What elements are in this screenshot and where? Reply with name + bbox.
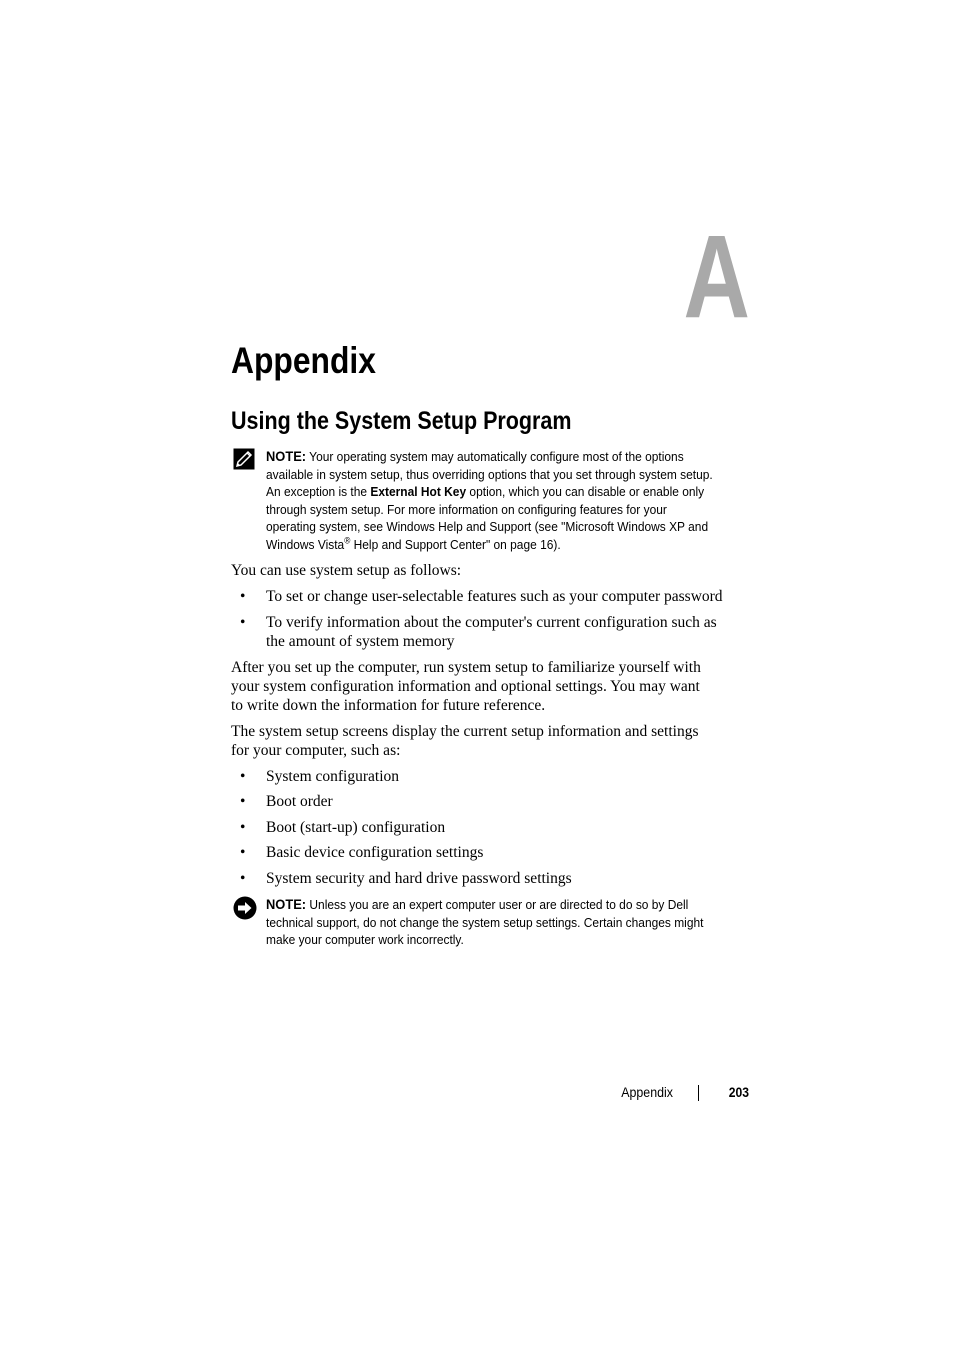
note-box-warning (231, 896, 751, 952)
chapter-title: Appendix (231, 340, 376, 381)
bullet-glyph: • (240, 588, 246, 605)
note-line-text: Unless you are an expert computer user or are directed to do so by Dell (306, 897, 689, 912)
list-item (231, 613, 751, 651)
note-line (266, 483, 713, 501)
paragraph-line: The system setup screens display the current setup information and settings (231, 723, 699, 740)
note-line-text: Help and Support Center" on page 16). (350, 536, 561, 552)
list-item (231, 587, 751, 606)
list-item-text: Boot (start-up) configuration (266, 819, 446, 836)
setup-paragraph (231, 658, 751, 715)
note-text (266, 896, 742, 949)
list-item (231, 869, 751, 888)
paragraph-line: for your computer, such as: (231, 742, 401, 759)
list-item (231, 767, 751, 786)
paragraph-line: After you set up the computer, run system setup to familiarize yourself with (231, 659, 701, 676)
footer-section-name: Appendix (621, 1085, 673, 1100)
bullet-glyph: • (240, 793, 246, 810)
list-item-text: To set or change user-selectable features such as your computer password (266, 588, 723, 605)
list-item-text: To verify information about the computer's current configuration such as (266, 614, 717, 631)
note-label: NOTE: (266, 448, 307, 464)
list-item-text: Boot order (266, 793, 333, 810)
note-line (266, 536, 713, 554)
note-line-text: An exception is the (266, 484, 371, 500)
note-box-options (231, 448, 751, 558)
bullet-glyph: • (240, 844, 246, 861)
paragraph-line: You can use system setup as follows: (231, 562, 462, 579)
bullet-glyph: • (240, 768, 246, 785)
bullet-glyph: • (240, 819, 246, 836)
note-line (266, 448, 713, 466)
note-line: make your computer work incorrectly. (266, 932, 464, 948)
note-line-text: option, which you can disable or enable only (466, 484, 705, 500)
note-line-text: Your operating system may automatically configure most of the options (306, 449, 684, 464)
note-line (266, 896, 703, 914)
list-item-text: System security and hard drive password settings (266, 870, 572, 887)
paragraph-line: your system configuration information and optional settings. You may want (231, 678, 700, 695)
note-line: operating system, see Windows Help and Support (see "Microsoft Windows XP and (266, 519, 709, 535)
uses-list (231, 587, 751, 651)
page-number: 203 (728, 1085, 749, 1100)
list-item-text: System configuration (266, 768, 400, 785)
paragraph-line: to write down the information for future reference. (231, 697, 546, 714)
list-item-text: the amount of system memory (266, 633, 455, 650)
bullet-glyph: • (240, 870, 246, 887)
external-hot-key-term: External Hot Key (370, 484, 467, 500)
arrow-notice-icon (233, 896, 257, 920)
list-item (231, 792, 751, 811)
settings-list (231, 767, 751, 888)
section-title: Using the System Setup Program (231, 407, 572, 435)
note-text (266, 448, 752, 554)
list-item (231, 843, 751, 862)
note-line: available in system setup, thus overriding options that you set through system setup. (266, 466, 713, 482)
intro-paragraph (231, 561, 751, 580)
list-item (231, 818, 751, 837)
footer-divider (698, 1085, 699, 1101)
chapter-letter: A (683, 211, 750, 343)
pencil-note-icon (233, 448, 257, 472)
note-line: technical support, do not change the system setup settings. Certain changes might (266, 914, 704, 930)
screens-paragraph (231, 722, 751, 760)
note-label: NOTE: (266, 896, 307, 912)
bullet-glyph: • (240, 614, 246, 631)
note-line: through system setup. For more information on configuring features for your (266, 501, 667, 517)
note-line-text: Windows Vista (266, 536, 345, 552)
list-item-text: Basic device configuration settings (266, 844, 484, 861)
registered-mark: ® (344, 535, 351, 546)
